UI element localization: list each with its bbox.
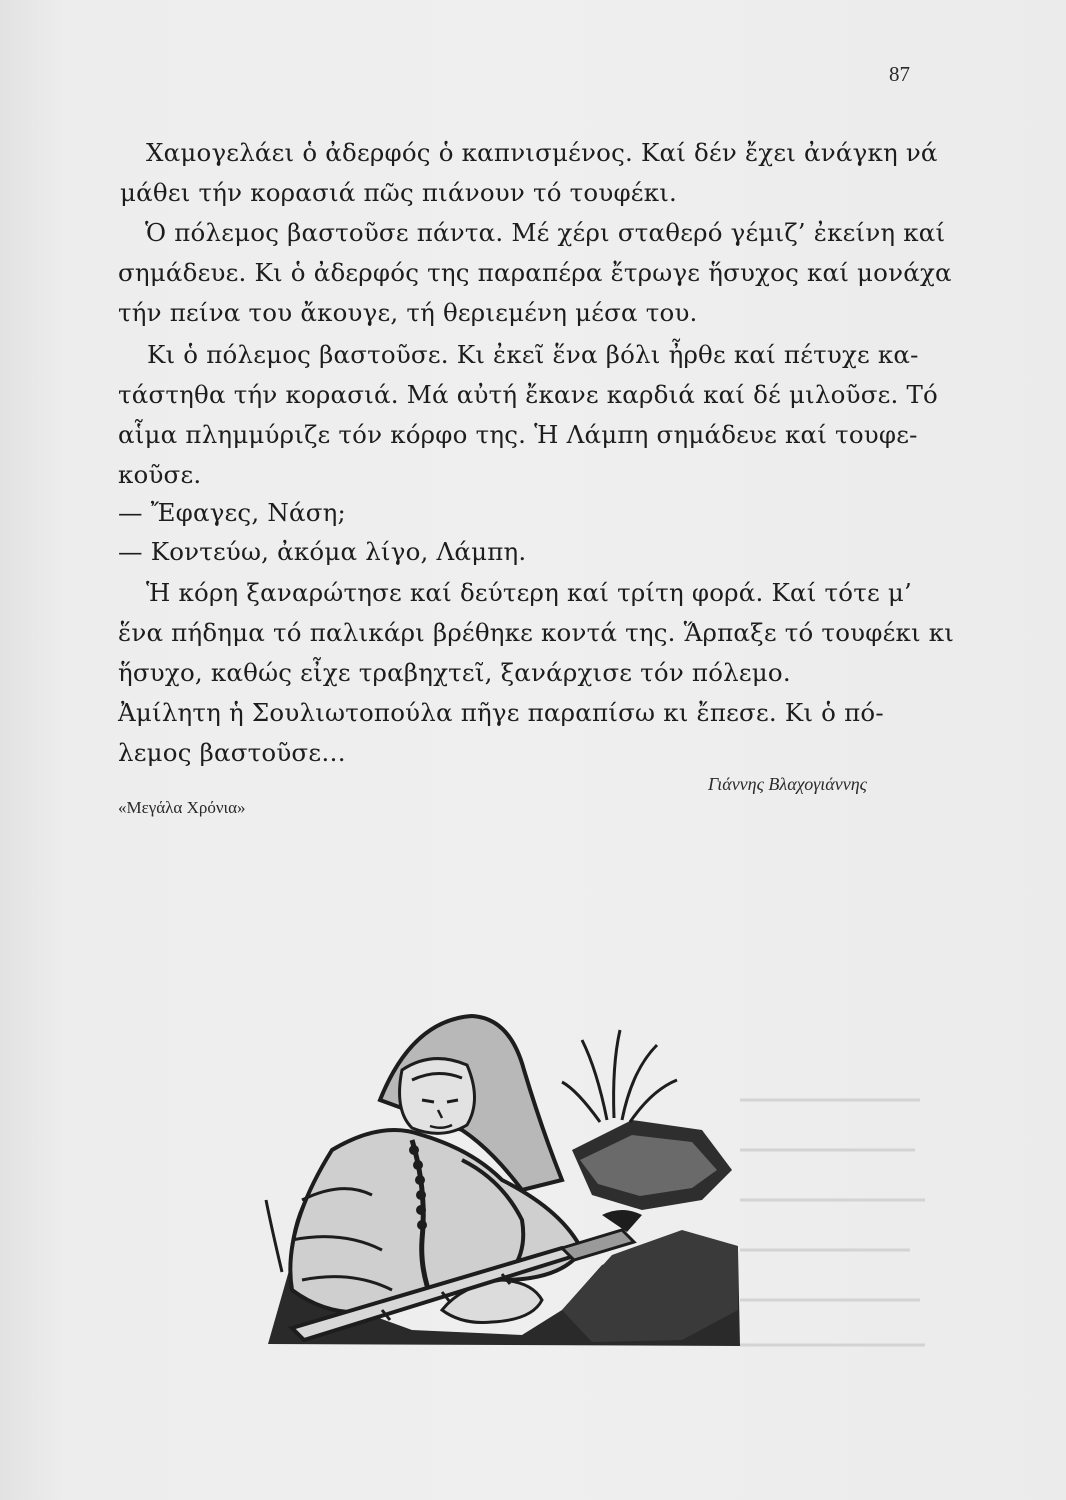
text-line: ἕνα πήδημα τό παλικάρι βρέθηκε κοντά της. Ἅρπαξε τό τουφέκι κι [118,618,955,647]
text-line: Ἀμίλητη ἡ Σουλιωτοπούλα πῆγε παραπίσω κι ἔπεσε. Κι ὁ πό- [118,698,884,727]
girl-figure [290,1016,582,1323]
text-line: Ἡ κόρη ξαναρώτησε καί δεύτερη καί τρίτη φορά. Καί τότε μ’ [146,578,912,607]
text-line: μάθει τήν κορασιά πῶς πιάνουν τό τουφέκι. [120,178,677,207]
text-line: λεμος βαστοῦσε… [118,738,346,767]
text-line: τάστηθα τήν κορασιά. Μά αὐτή ἔκανε καρδιά καί δέ μιλοῦσε. Τό [118,380,938,409]
reverse-side-bleed [740,1080,930,1360]
text-line: κοῦσε. [118,460,202,489]
text-line: ἥσυχο, καθώς εἶχε τραβηχτεῖ, ξανάρχισε τόν πόλεμο. [118,658,791,687]
text-line: αἷμα πλημμύριζε τόν κόρφο της. Ἡ Λάμπη σημάδευε καί τουφε- [118,420,918,449]
source-citation: «Μεγάλα Χρόνια» [118,798,246,817]
text-line: Κι ὁ πόλεμος βαστοῦσε. Κι ἐκεῖ ἕνα βόλι ἦρθε καί πέτυχε κα- [147,340,919,369]
text-line: — Ἔφαγες, Νάση; [118,498,346,527]
text-line: Ὁ πόλεμος βαστοῦσε πάντα. Μέ χέρι σταθερό γέμιζ’ ἐκείνη καί [145,218,946,247]
text-line: σημάδευε. Κι ὁ ἀδερφός της παραπέρα ἔτρωγε ἥσυχος καί μονάχα [118,258,952,287]
author-name: Γιάννης Βλαχογιάννης [708,774,867,794]
page-number: 87 [889,62,910,86]
text-line: Χαμογελάει ὁ ἀδερφός ὁ καπνισμένος. Καί δέν ἔχει ἀνάγκη νά [146,138,938,167]
woodcut-fallen-girl-illustration [262,1010,742,1350]
text-line: — Κοντεύω, ἀκόμα λίγο, Λάμπη. [118,537,527,566]
text-line: τήν πείνα του ἄκουγε, τή θεριεμένη μέσα του. [118,298,698,327]
